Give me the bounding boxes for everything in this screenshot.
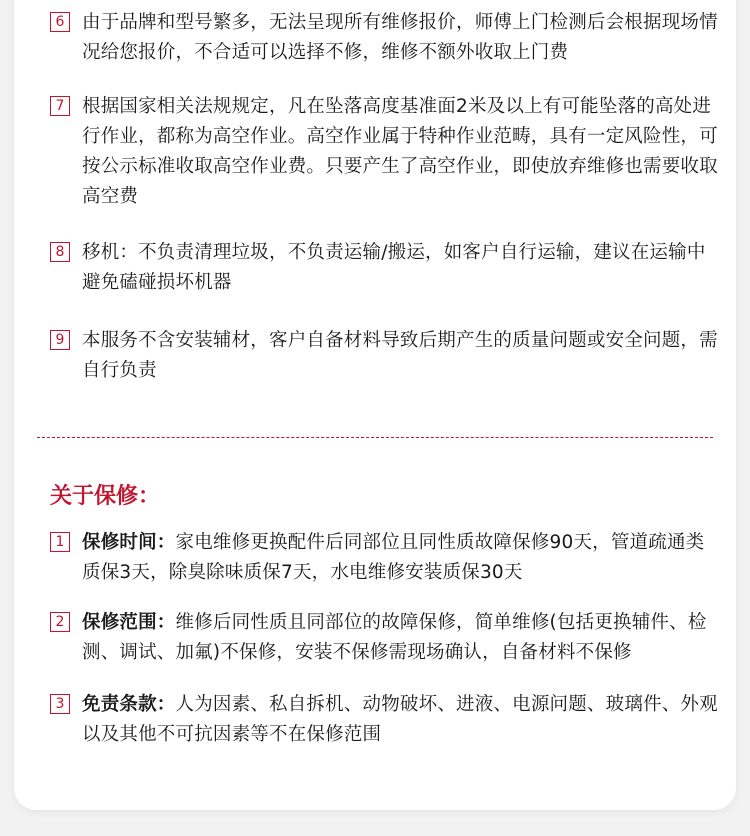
number-badge: 8 (50, 242, 70, 262)
warranty-heading: 关于保修： (50, 484, 161, 509)
number-badge: 6 (50, 12, 70, 32)
warranty-title: 保修时间： (82, 532, 176, 553)
warranty-item-2 (50, 608, 718, 668)
warranty-desc: 家电维修更换配件后同部位且同性质故障保修90天，管道疏通类质保3天，除臭除味质保7天，水电维修安装质保30天 (82, 532, 705, 583)
number-badge: 1 (50, 532, 70, 552)
note-item-8 (50, 238, 718, 298)
note-text: 移机：不负责清理垃圾，不负责运输/搬运，如客户自行运输，建议在运输中避免磕碰损坏机器 (82, 242, 706, 293)
note-text: 根据国家相关法规规定，凡在坠落高度基准面2米及以上有可能坠落的高处进行作业，都称为高空作业。高空作业属于特种作业范畴，具有一定风险性，可按公示标准收取高空作业费。只要产生了高空作业，即使放弃维修也需要收取高空费 (82, 96, 718, 207)
number-badge: 2 (50, 612, 70, 632)
warranty-desc: 人为因素、私自拆机、动物破坏、进液、电源问题、玻璃件、外观以及其他不可抗因素等不在保修范围 (82, 694, 718, 745)
warranty-desc: 维修后同性质且同部位的故障保修，简单维修(包括更换辅件、检测、调试、加氟)不保修，安装不保修需现场确认，自备材料不保修 (82, 612, 707, 663)
note-item-6 (50, 8, 718, 68)
warranty-text (82, 528, 718, 588)
number-badge: 3 (50, 694, 70, 714)
number-badge: 7 (50, 96, 70, 116)
warranty-title: 保修范围： (82, 612, 176, 633)
warranty-item-1 (50, 528, 718, 588)
warranty-title: 免责条款： (82, 694, 176, 715)
note-item-9 (50, 326, 718, 386)
warranty-item-3 (50, 690, 718, 750)
note-text: 本服务不含安装辅材，客户自备材料导致后期产生的质量问题或安全问题，需自行负责 (82, 330, 718, 381)
warranty-text (82, 690, 718, 750)
number-badge: 9 (50, 330, 70, 350)
warranty-text (82, 608, 718, 668)
note-text: 由于品牌和型号繁多，无法呈现所有维修报价，师傅上门检测后会根据现场情况给您报价，不合适可以选择不修，维修不额外收取上门费 (82, 12, 718, 63)
note-item-7 (50, 92, 718, 212)
dashed-divider (37, 437, 713, 438)
